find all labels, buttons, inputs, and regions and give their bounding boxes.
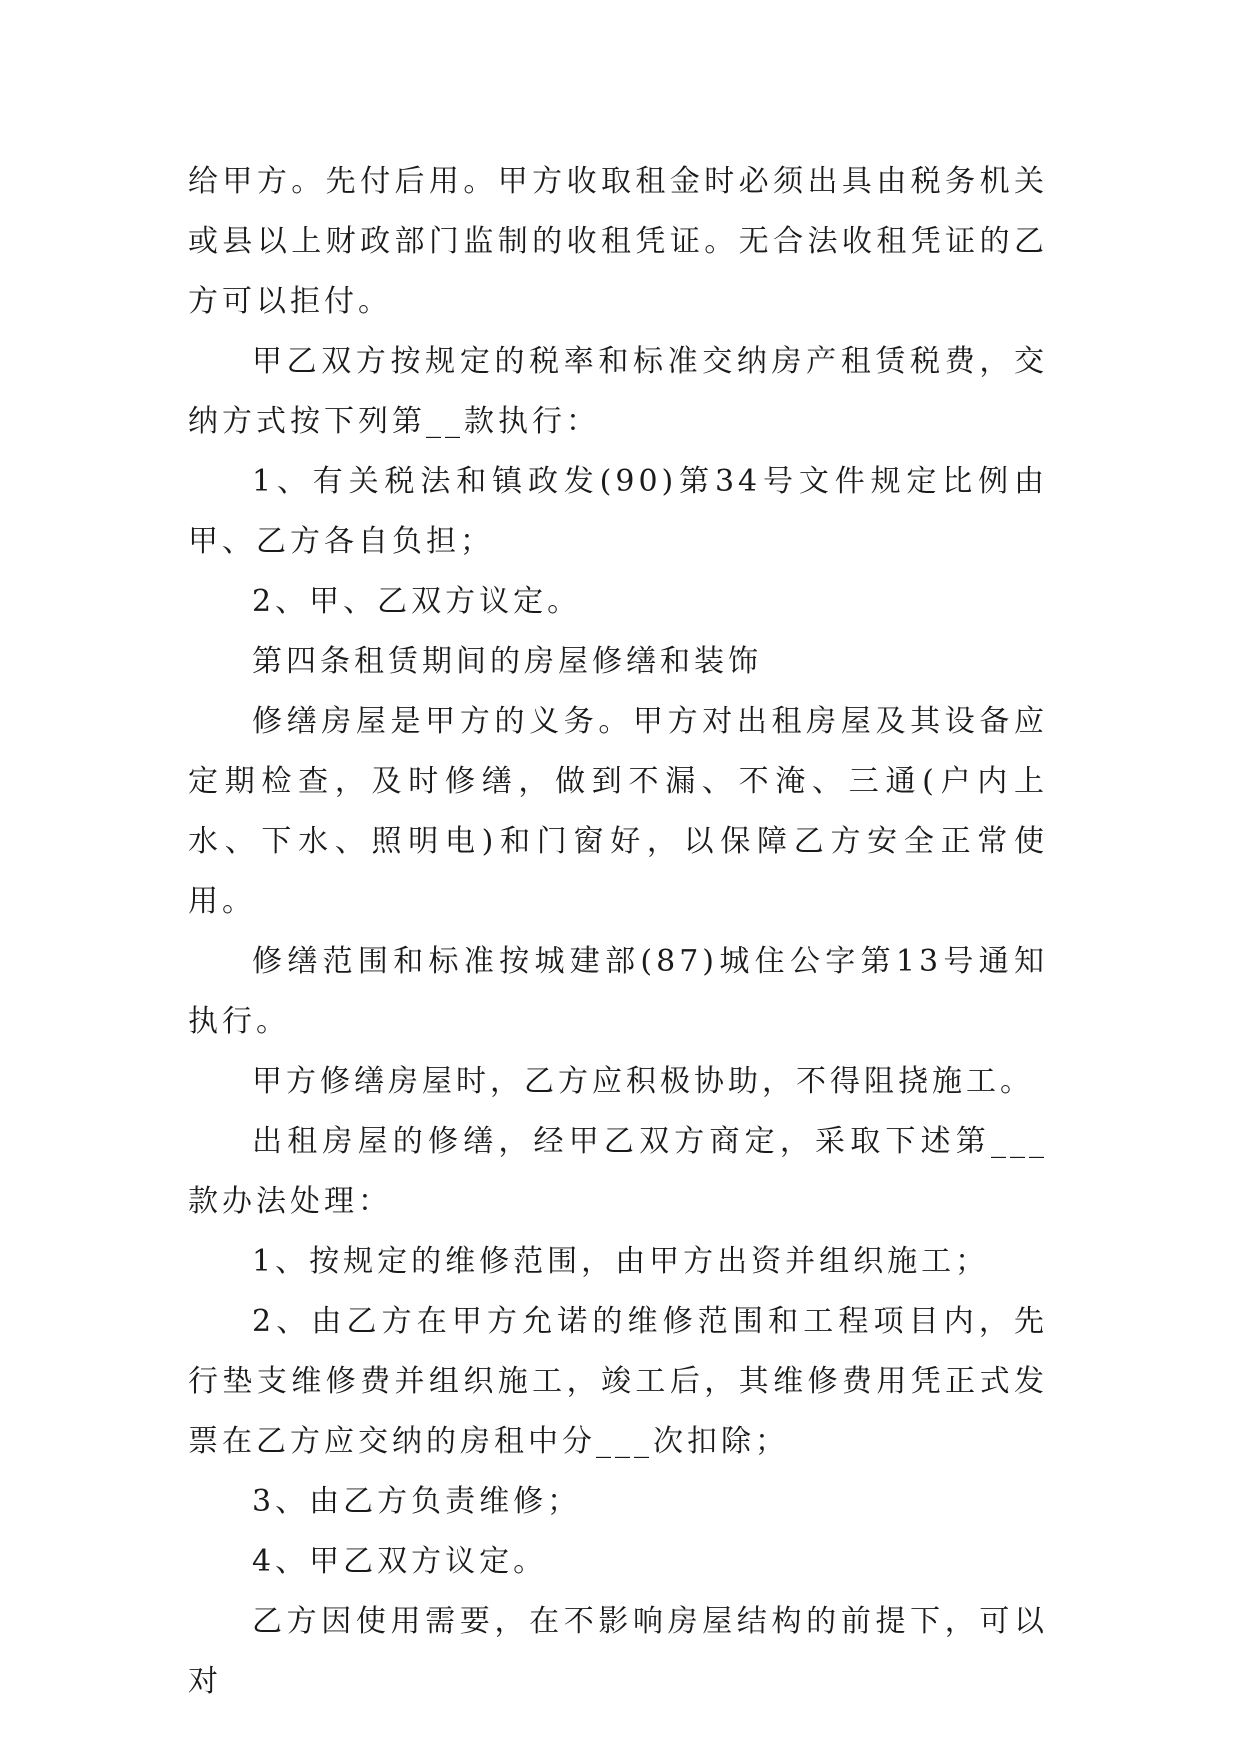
paragraph: 修缮范围和标准按城建部(87)城住公字第13号通知执行。 xyxy=(188,944,1048,1039)
list-item: 4、甲乙双方议定。 xyxy=(252,1544,548,1579)
list-item: 1、有关税法和镇政发(90)第34号文件规定比例由甲、乙方各自负担； xyxy=(188,464,1048,559)
list-item: 2、由乙方在甲方允诺的维修范围和工程项目内，先行垫支维修费并组织施工，竣工后，其维修费用凭正式发票在乙方应交纳的房租中分___次扣除； xyxy=(188,1304,1048,1459)
list-item: 3、由乙方负责维修； xyxy=(252,1484,582,1519)
document-body xyxy=(188,152,1048,1712)
paragraph: 甲方修缮房屋时，乙方应积极协助，不得阻挠施工。 xyxy=(252,1064,1034,1099)
paragraph: 甲乙双方按规定的税率和标准交纳房产租赁税费，交纳方式按下列第__款执行： xyxy=(188,344,1048,439)
list-item: 2、甲、乙双方议定。 xyxy=(252,584,582,619)
paragraph: 出租房屋的修缮，经甲乙双方商定，采取下述第___款办法处理： xyxy=(188,1124,1048,1219)
section-heading: 第四条租赁期间的房屋修缮和装饰 xyxy=(252,644,762,679)
paragraph: 乙方因使用需要，在不影响房屋结构的前提下，可以对 xyxy=(188,1604,1048,1699)
paragraph: 给甲方。先付后用。甲方收取租金时必须出具由税务机关或县以上财政部门监制的收租凭证。无合法收租凭证的乙方可以拒付。 xyxy=(188,164,1048,319)
list-item: 1、按规定的维修范围，由甲方出资并组织施工； xyxy=(252,1244,990,1279)
paragraph: 修缮房屋是甲方的义务。甲方对出租房屋及其设备应定期检查，及时修缮，做到不漏、不淹、三通(户内上水、下水、照明电)和门窗好，以保障乙方安全正常使用。 xyxy=(188,704,1048,919)
